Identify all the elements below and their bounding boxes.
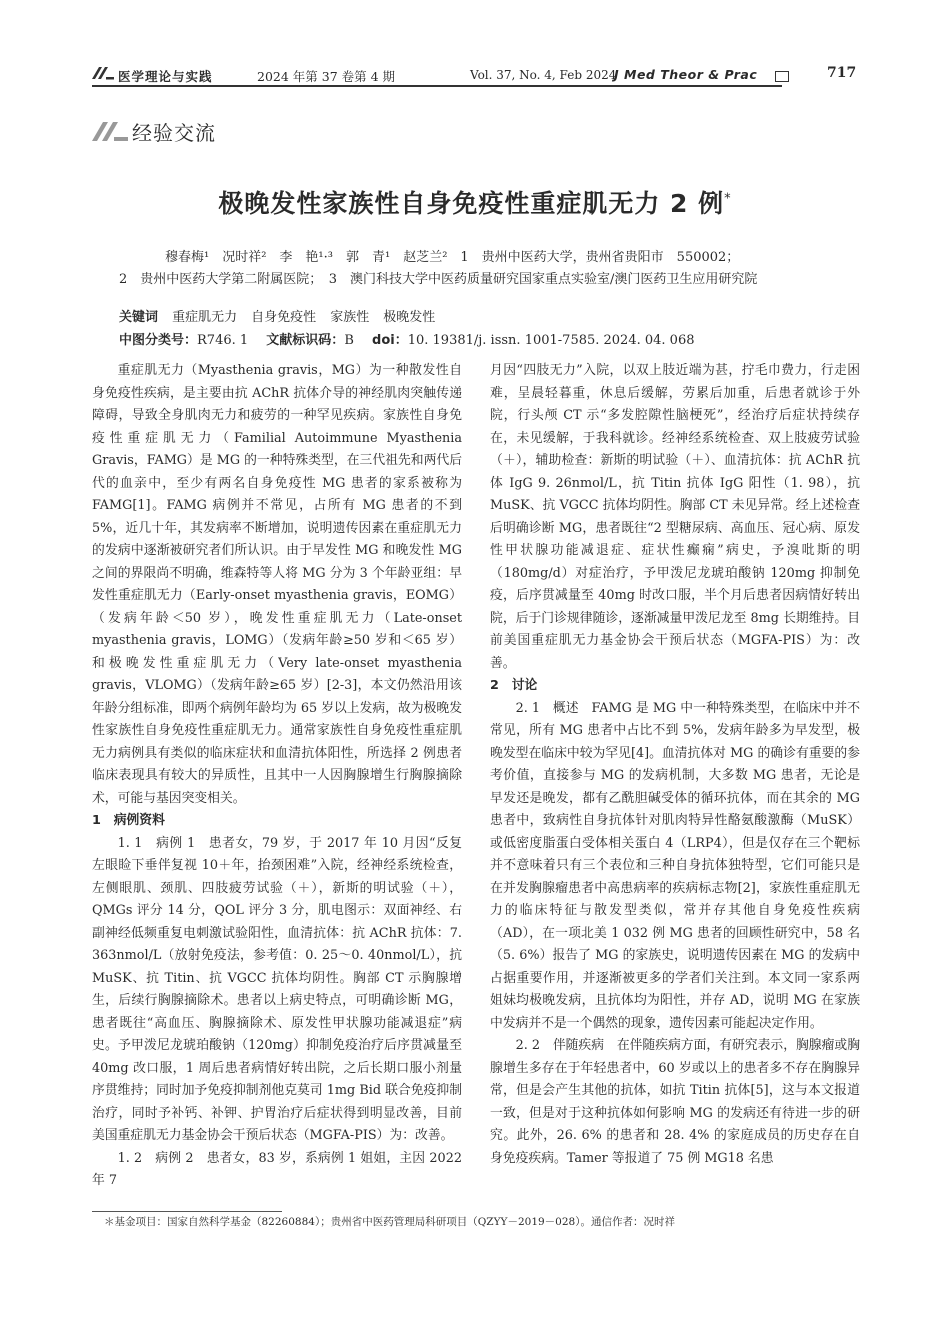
classification-line — [119, 329, 709, 348]
keywords-label: 关键词 — [119, 310, 159, 325]
journal-name-en: J Med Theor & Prac — [614, 67, 758, 82]
volume-en: Vol. 37, No. 4, Feb 2024 — [470, 68, 617, 82]
left-column — [92, 360, 462, 1193]
paragraph: 1. 1 病例 1 患者女，79 岁，于 2017 年 10 月因“反复左眼睑下垂伴复视 10＋年，抬颈困难”入院，经神经系统检查，左侧眼肌、颈肌、四肢疲劳试验（＋），新斯的明试验（＋），QMGs 评分 14 分，QOL 评分 3 分，肌电图示：双面神经、右副神经低频重复电刺激试验阳性，血清抗体：抗 AChR 抗体：7. 363nmol/L（放射免疫法，参考值：0. 25～0. 40nmol/L），抗 MuSK、抗 Titin、抗 VGCC 抗体均阴性。胸部 CT 示胸腺增生，后续行胸腺摘除术。患者以上病史特点，可明确诊断 MG，患者既往“高血压、胸腺摘除术、原发性甲状腺功能减退症”病史。予甲泼尼龙琥珀酸钠（120mg）抑制免疫治疗后序贯减量至 40mg 改口服，1 周后患者病情好转出院，之后长期口服小剂量序贯维持；同时加予免疫抑制剂他克莫司 1mg Bid 联合免疫抑制治疗，同时予补钙、补钾、护胃治疗后症状得到明显改善，目前美国重症肌无力基金协会干预后状态（MGFA-PIS）为：改善。 — [92, 835, 462, 1143]
keyword-item: 自身免疫性 — [251, 310, 317, 325]
right-column — [490, 360, 860, 1170]
authors-line-2: 2 贵州中医药大学第二附属医院； 3 澳门科技大学中医药质量研究国家重点实验室/澳门医药卫生应用研究院 — [119, 272, 758, 287]
header-box-icon — [775, 71, 789, 82]
clc-value: R746. 1 — [197, 333, 249, 348]
footnote-rule — [92, 1211, 282, 1212]
volume-cn: 2024 年第 37 卷第 4 期 — [257, 69, 396, 84]
clc-label: 中图分类号： — [119, 333, 198, 348]
paragraph: 月因“四肢无力”入院，以双上肢近端为甚，拧毛巾费力，行走困难，呈晨轻暮重，休息后缓解，劳累后加重，后患者就诊于外院，行头颅 CT 示“多发腔隙性脑梗死”，经治疗后症状持续存在，未见缓解，于我科就诊。经神经系统检查、双上肢疲劳试验（＋），辅助检查：新斯的明试验（＋）、血清抗体：抗 AChR 抗体 IgG 9. 26nmol/L，抗 Titin 抗体 IgG 阳性（1. 98），抗 MuSK、抗 VGCC 抗体均阴性。胸部 CT 未见异常。经上述检查后明确诊断 MG，患者既往“2 型糖尿病、高血压、冠心病、原发性甲状腺功能减退症、症状性癫痫”病史，予溴吡斯的明（180mg/d）对症治疗，予甲泼尼龙琥珀酸钠 120mg 抑制免疫，后序贯减量至 40mg 时改口服，半个月后患者因病情好转出院，后于门诊规律随诊，逐渐减量甲泼尼龙至 8mg 长期维持。目前美国重症肌无力基金协会干预后状态（MGFA-PIS）为：改善。 — [490, 363, 860, 671]
doi-value: 10. 19381/j. issn. 1001-7585. 2024. 04. 068 — [407, 333, 695, 348]
running-header — [92, 64, 862, 86]
keyword-item: 重症肌无力 — [172, 310, 238, 325]
journal-logo-icon — [92, 67, 114, 83]
doc-code-label: 文献标识码： — [266, 333, 345, 348]
authors-line-1: 穆春梅¹ 况时祥² 李 艳¹·³ 郭 青¹ 赵芝兰² 1 贵州中医药大学，贵州省贵阳市 550002； — [165, 250, 740, 265]
keywords — [119, 306, 449, 325]
paragraph: 1. 2 病例 2 患者女，83 岁，系病例 1 姐姐，主因 2022 年 7 — [92, 1150, 462, 1188]
doi-label: doi： — [372, 333, 408, 348]
subheading: 2 讨论 — [490, 678, 538, 693]
subheading: 1 病例资料 — [92, 813, 165, 828]
footnote: ＊基金项目：国家自然科学基金（82260884）；贵州省中医药管理局科研项目（QZYY－2019－028）。通信作者：况时祥 — [104, 1216, 675, 1228]
doc-code-value: B — [344, 333, 354, 348]
title-footnote-mark: * — [724, 191, 732, 207]
section-title: 经验交流 — [132, 121, 216, 145]
paragraph: 2. 2 伴随疾病 在伴随疾病方面，有研究表示，胸腺瘤或胸腺增生多存在于年轻患者中，60 岁或以上的患者多不存在胸腺异常，但是会产生其他的抗体，如抗 Titin 抗体[5]，这与本文报道一致，但是对于这种抗体如何影响 MG 的发病还有待进一步的研究。此外，26. 6% 的患者和 28. 4% 的家庭成员的历史存在自身免疫疾病。Tamer 等报道了 75 例 MG18 名患 — [490, 1038, 860, 1166]
section-logo-icon — [92, 120, 128, 146]
header-rule — [92, 85, 782, 87]
paragraph: 重症肌无力（Myasthenia gravis，MG）为一种散发性自身免疫性疾病，是主要由抗 AChR 抗体介导的神经肌肉突触传递障碍，导致全身肌肉无力和疲劳的一种罕见疾病。家族性自身免疫性重症肌无力（Familial Autoimmune Myasthenia Gravis，FAMG）是 MG 的一种特殊类型，在三代祖先和两代后代的血亲中，至少有两名自身免疫性 MG 患者的家系被称为 FAMG[1]。FAMG 病例并不常见，占所有 MG 患者的不到 5%，近几十年，其发病率不断增加，说明遗传因素在重症肌无力的发病中逐渐被研究者们所认识。由于早发性 MG 和晚发性 MG 之间的界限尚不明确，维森特等人将 MG 分为 3 个年龄亚组：早发性重症肌无力（Early-onset myasthenia gravis，EOMG）（发病年龄＜50 岁），晚发性重症肌无力（Late-onset myasthenia gravis，LOMG）（发病年龄≥50 岁和＜65 岁）和极晚发性重症肌无力（Very late-onset myasthenia gravis，VLOMG）（发病年龄≥65 岁）[2-3]，本文仍然沿用该年龄分组标准，即两个病例年龄均为 65 岁以上发病，故为极晚发性家族性自身免疫性重症肌无力。通常家族性自身免疫性重症肌无力病例具有类似的临床症状和血清抗体阳性，所选择 2 例患者临床表现具有较大的异质性，且其中一人因胸腺增生行胸腺摘除术，可能与基因突变相关。 — [92, 363, 462, 806]
paragraph: 2. 1 概述 FAMG 是 MG 中一种特殊类型，在临床中并不常见，所有 MG 患者中占比不到 5%，发病年龄多为早发型，极晚发型在临床中较为罕见[4]。血清抗体对 MG 的确诊有重要的参考价值，直接参与 MG 的发病机制，大多数 MG 患者，无论是早发还是晚发，都有乙酰胆碱受体的循环抗体，而在其余的 MG 患者中，致病性自身抗体针对肌肉特异性酪氨酸激酶（MuSK）或低密度脂蛋白受体相关蛋白 4（LRP4），但是仅存在三个靶标并不意味着只有三个表位和三种自身抗体独特型，它们可能只是在并发胸腺瘤患者中高患病率的疾病标志物[2]，家族性重症肌无力的临床特征与散发型类似，常并存其他自身免疫性疾病（AD），在一项北美 1 032 例 MG 患者的回顾性研究中，58 名（5. 6%）报告了 MG 的家族史，说明遗传因素在 MG 的发病中占据重要作用，并逐渐被更多的学者们关注到。本文同一家系两姐妹均极晚发病，且抗体均为阳性，并存 AD，说明 MG 在家族中发病并不是一个偶然的现象，遗传因素可能起决定作用。 — [490, 700, 860, 1031]
journal-name-cn: 医学理论与实践 — [118, 69, 213, 84]
page-number: 717 — [827, 65, 857, 81]
keyword-item: 家族性 — [330, 310, 370, 325]
article-title-text: 极晚发性家族性自身免疫性重症肌无力 2 例 — [218, 189, 725, 218]
keyword-item: 极晚发性 — [383, 310, 436, 325]
article-title — [0, 184, 950, 220]
